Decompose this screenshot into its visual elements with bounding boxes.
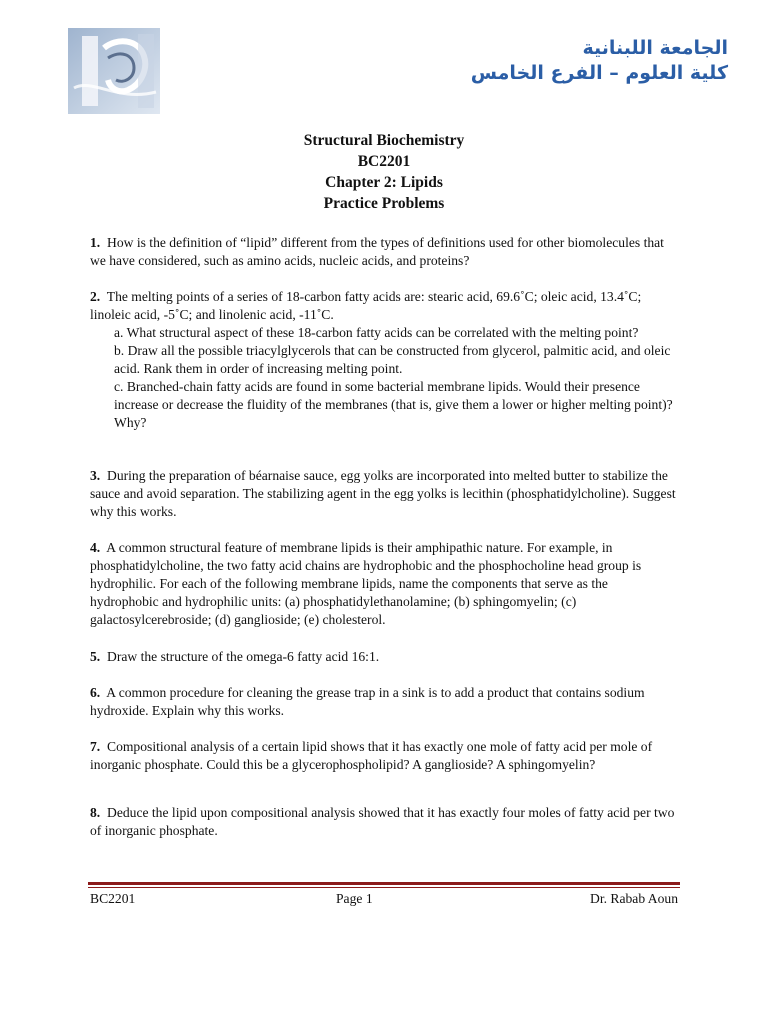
question-7 xyxy=(90,738,680,774)
footer-rule xyxy=(88,882,680,885)
question-number: 8. xyxy=(90,805,101,820)
footer-author: Dr. Rabab Aoun xyxy=(590,891,678,906)
chapter-title: Chapter 2: Lipids xyxy=(325,174,443,191)
footer-course-code: BC2201 xyxy=(90,891,136,906)
question-number: 4. xyxy=(90,540,101,555)
question-5 xyxy=(90,648,680,666)
question-text: How is the definition of “lipid” different from the types of definitions used for other biomolecules that we have considered, such as amino acids, nucleic acids, and proteins? xyxy=(90,235,664,268)
footer-rule-thin xyxy=(88,887,680,888)
university-header xyxy=(471,36,728,86)
question-6 xyxy=(90,684,680,720)
question-number: 3. xyxy=(90,468,101,483)
question-text: The melting points of a series of 18-carbon fatty acids are: stearic acid, 69.6˚C; oleic acid, 13.4˚C; linoleic acid, -5˚C; and linolenic acid, -11˚C. xyxy=(90,289,642,322)
question-1 xyxy=(90,234,680,270)
university-logo xyxy=(68,28,160,114)
question-number: 2. xyxy=(90,289,101,304)
question-text: Draw the structure of the omega-6 fatty acid 16:1. xyxy=(107,649,380,664)
section-title: Practice Problems xyxy=(323,195,445,212)
course-title: Structural Biochemistry xyxy=(303,132,465,149)
faculty-name: كلية العلوم – الفرع الخامس xyxy=(470,62,728,84)
university-name: الجامعة اللبنانية xyxy=(582,37,728,59)
course-code: BC2201 xyxy=(357,153,411,170)
question-number: 7. xyxy=(90,739,101,754)
question-8 xyxy=(90,804,680,840)
page-number: Page 1 xyxy=(336,891,373,906)
question-number: 6. xyxy=(90,685,101,700)
question-3 xyxy=(90,467,680,521)
question-text: Deduce the lipid upon compositional analysis showed that it has exactly four moles of fatty acid per two of inorganic phosphate. xyxy=(90,805,675,838)
question-number: 1. xyxy=(90,235,101,250)
question-number: 5. xyxy=(90,649,101,664)
question-2-part-b: b. Draw all the possible triacylglycerols that can be constructed from glycerol, palmitic acid, and oleic acid. Rank them in order of increasing melting point. xyxy=(114,343,671,376)
question-4 xyxy=(90,539,680,629)
question-2-part-c: c. Branched-chain fatty acids are found in some bacterial membrane lipids. Would their presence increase or decrease the fluidity of the membranes (that is, give them a lower or higher melting point)? Why? xyxy=(114,379,673,430)
question-text: During the preparation of béarnaise sauce, egg yolks are incorporated into melted butter to stabilize the sauce and avoid separation. The stabilizing agent in the egg yolks is lecithin (phosphatidylcholine). Suggest why this works. xyxy=(90,468,676,519)
question-text: A common procedure for cleaning the grease trap in a sink is to add a product that contains sodium hydroxide. Explain why this works. xyxy=(90,685,645,718)
question-text: Compositional analysis of a certain lipid shows that it has exactly one mole of fatty acid per mole of inorganic phosphate. Could this be a glycerophospholipid? A ganglioside? A sphingomyelin? xyxy=(90,739,653,772)
question-2-part-a: a. What structural aspect of these 18-carbon fatty acids can be correlated with the melting point? xyxy=(114,325,639,340)
question-text: A common structural feature of membrane lipids is their amphipathic nature. For example, in phosphatidylcholine, the two fatty acid chains are hydrophobic and the phosphocholine head group is hydrophilic. For each of the following membrane lipids, name the components that serve as the hydrophobic and hydrophilic units: (a) phosphatidylethanolamine; (b) sphingomyelin; (c) galactosylcerebroside; (d) ganglioside; (e) cholesterol. xyxy=(90,540,642,627)
question-2 xyxy=(90,288,680,432)
document-title-block xyxy=(0,130,768,214)
